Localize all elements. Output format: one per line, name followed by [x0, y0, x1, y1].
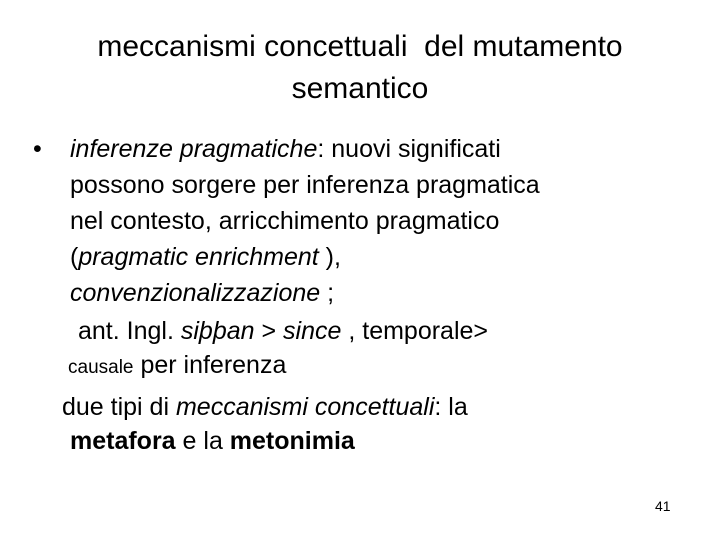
causale-rest: per inferenza: [133, 351, 287, 379]
due-tipi-suffix: : la: [434, 393, 468, 421]
metafora-middle: e la: [175, 427, 230, 455]
example-suffix: , temporale>: [341, 317, 489, 345]
bullet-line-1-rest: : nuovi significati: [317, 135, 501, 163]
term-pragmatic-enrichment: pragmatic enrichment: [78, 243, 319, 271]
term-since: since: [283, 317, 342, 345]
paren-open: (: [70, 243, 79, 271]
bullet-marker: •: [33, 135, 42, 163]
term-metafora: metafora: [70, 427, 176, 455]
causale-word: causale: [68, 357, 134, 378]
bullet-line-4: [70, 239, 341, 275]
due-tipi-line: [62, 389, 468, 425]
due-tipi-prefix: due tipi di: [62, 393, 176, 421]
term-metonimia: metonimia: [229, 427, 355, 455]
example-line: [78, 313, 488, 349]
bullet-line-3: nel contesto, arricchimento pragmatico: [70, 207, 500, 235]
causale-line: [68, 347, 286, 386]
term-convenzionalizzazione: convenzionalizzazione: [70, 279, 321, 307]
metafora-line: [70, 423, 355, 459]
bullet-line-2: possono sorgere per inferenza pragmatica: [70, 171, 540, 199]
slide-number: 41: [655, 498, 671, 514]
title-line-2: semantico: [291, 72, 429, 105]
term-meccanismi-concettuali: meccanismi concettuali: [175, 393, 435, 421]
term-inferenze-pragmatiche: inferenze pragmatiche: [70, 135, 318, 163]
slide-title: [0, 26, 720, 110]
title-line-1: meccanismi concettuali del mutamento: [97, 30, 623, 63]
bullet-line-5-rest: ;: [320, 279, 335, 307]
example-arrow: >: [254, 317, 284, 345]
term-sithan: siþþan: [180, 317, 255, 345]
example-prefix: ant. Ingl.: [78, 317, 181, 345]
bullet-line-5: [70, 275, 334, 311]
bullet-line-1: [70, 131, 501, 167]
paren-close: ),: [318, 243, 341, 271]
